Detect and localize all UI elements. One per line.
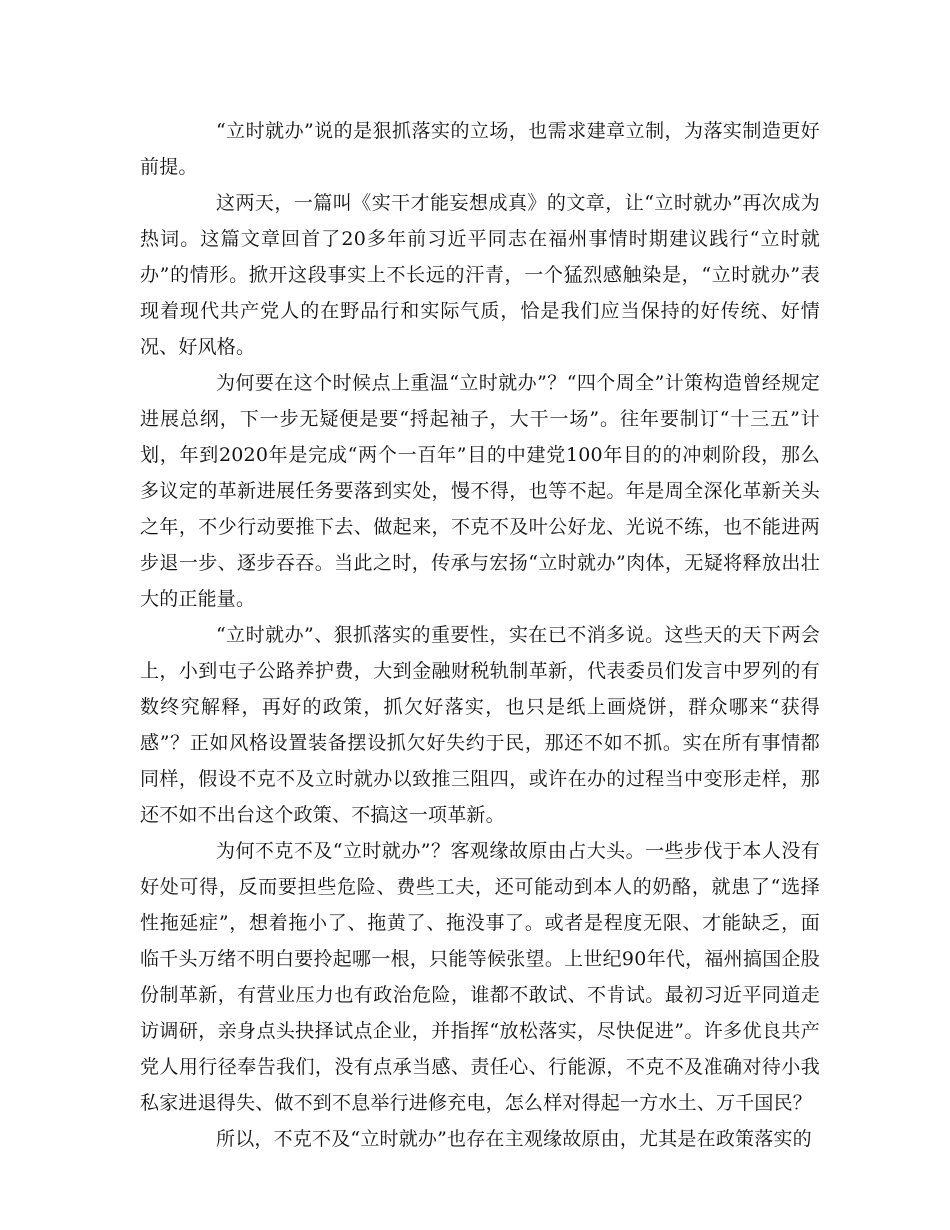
paragraph-1: “立时就办”说的是狠抓落实的立场，也需求建章立制，为落实制造更好前提。 [140, 120, 820, 178]
paragraph-4: “立时就办”、狠抓落实的重要性，实在已不消多说。这些天的天下两会上，小到屯子公路养护费，大到金融财税轨制革新，代表委员们发言中罗列的有数终究解释，再好的政策，抓欠好落实，也只是纸上画烧饼，群众哪来“获得感”？正如风格设置装备摆设抓欠好失约于民，那还不如不抓。实在所有事情都同样，假设不克不及立时就办以致推三阻四，或许在办的过程当中变形走样，那还不如不出台这个政策、不搞这一项革新。 [140, 624, 820, 826]
paragraph-3: 为何要在这个时候点上重温“立时就办”？“四个周全”计策构造曾经规定进展总纲，下一步无疑便是要“捋起袖子，大干一场”。往年要制订“十三五”计划，年到2020年是完成“两个一百年”目的中建党100年目的的冲刺阶段，那么多议定的革新进展任务要落到实处，慢不得，也等不起。年是周全深化革新关头之年，不少行动要推下去、做起来，不克不及叶公好龙、光说不练，也不能进两步退一步、逐步吞吞。当此之时，传承与宏扬“立时就办”肉体，无疑将释放出壮大的正能量。 [140, 372, 820, 610]
paragraph-5: 为何不克不及“立时就办”？客观缘故原由占大头。一些步伐于本人没有好处可得，反而要担些危险、费些工夫，还可能动到本人的奶酪，就患了“选择性拖延症”，想着拖小了、拖黄了、拖没事了。或者是程度无限、才能缺乏，面临千头万绪不明白要拎起哪一根，只能等候张望。上世纪90年代，福州搞国企股份制革新，有营业压力也有政治危险，谁都不敢试、不肯试。最初习近平同道走访调研，亲身点头抉择试点企业，并指挥“放松落实，尽快促进”。许多优良共产党人用行径奉告我们，没有点承当感、责任心、行能源，不克不及准确对待小我私家进退得失、做不到不息举行进修充电，怎么样对得起一方水土、万千国民？ [140, 840, 820, 1114]
document-body [140, 113, 820, 1157]
paragraph-6: 所以，不克不及“立时就办”也存在主观缘故原由，尤其是在政策落实的 [216, 1128, 812, 1150]
paragraph-2: 这两天，一篇叫《实干才能妄想成真》的文章，让“立时就办”再次成为热词。这篇文章回首了20多年前习近平同志在福州事情时期建议践行“立时就办”的情形。掀开这段事实上不长远的汗青，一个猛烈感触染是，“立时就办”表现着现代共产党人的在野品行和实际气质，恰是我们应当保持的好传统、好情况、好风格。 [140, 192, 820, 358]
